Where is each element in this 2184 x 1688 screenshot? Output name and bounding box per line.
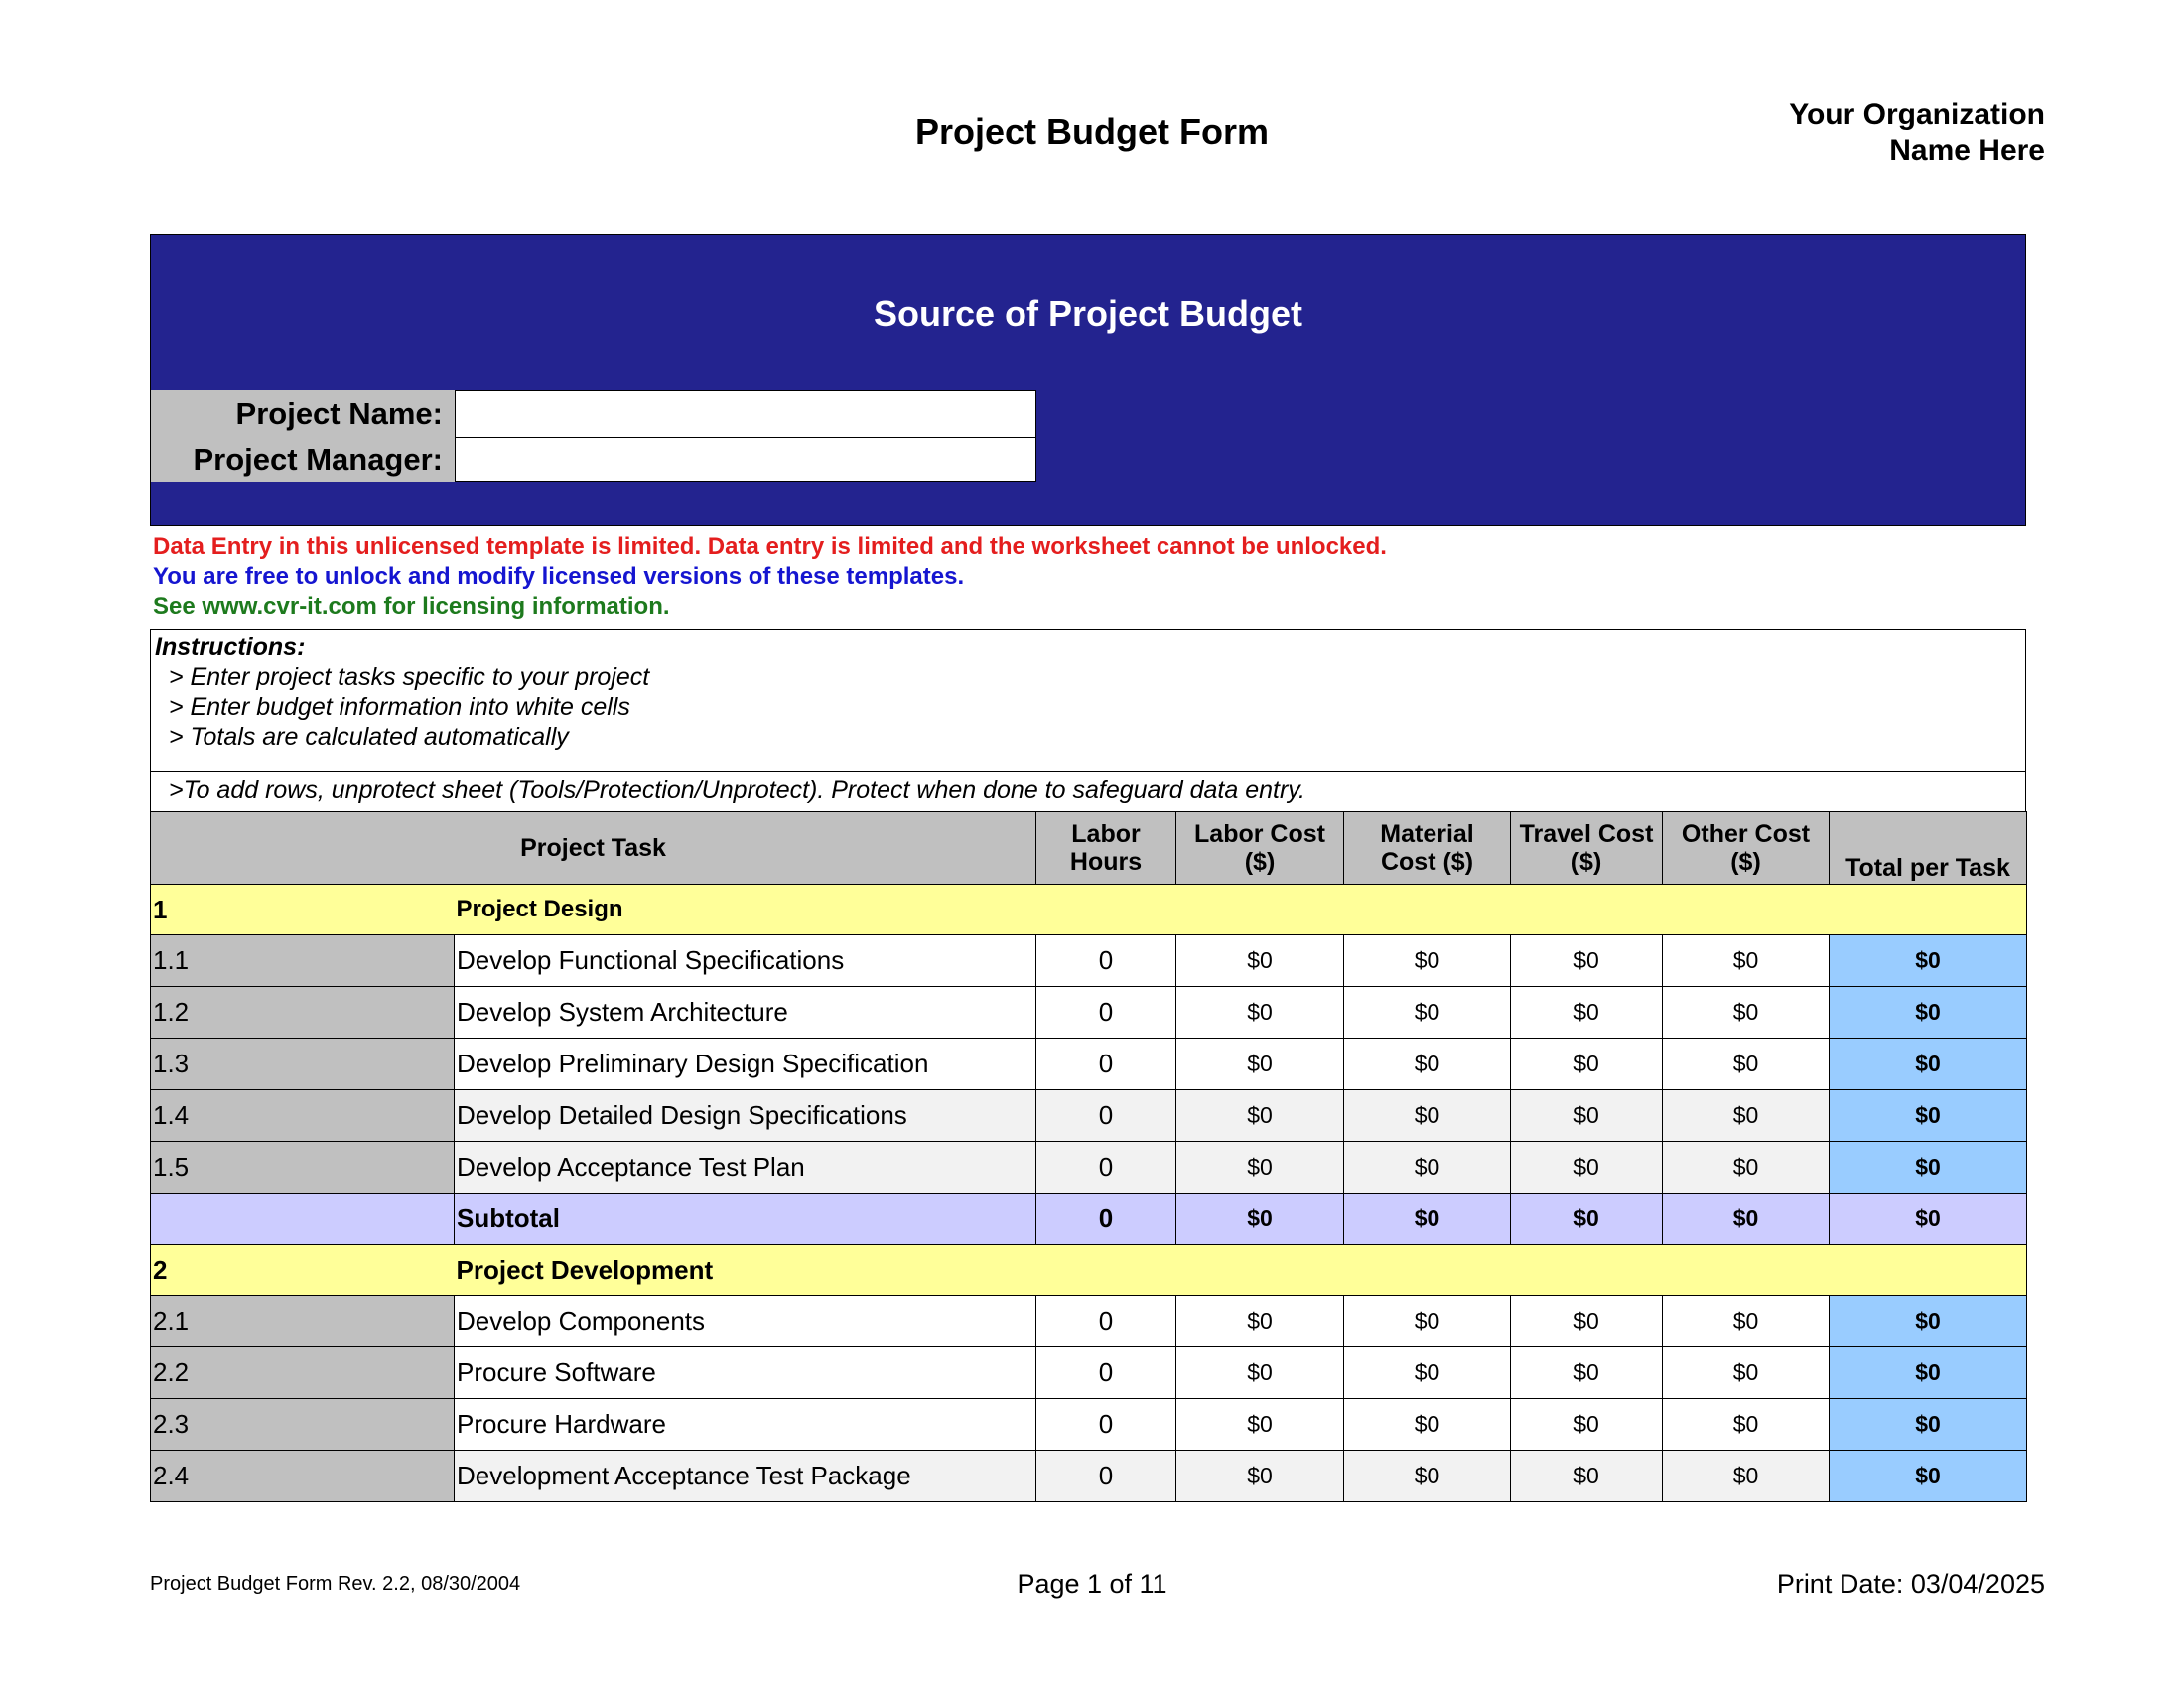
travel-cost-cell[interactable]: $0 [1511,1296,1663,1347]
project-name-label: Project Name: [151,390,455,438]
total-per-task-cell: $0 [1830,1090,2027,1142]
labor-hours-cell[interactable]: 0 [1036,1399,1176,1451]
table-row [151,1399,2027,1451]
material-cost-cell[interactable]: $0 [1344,1451,1511,1502]
labor-cost-cell: $0 [1176,1296,1344,1347]
table-row [151,1039,2027,1090]
table-row [151,1296,2027,1347]
column-header-project-task: Project Task [151,812,1036,885]
other-cost-cell[interactable]: $0 [1663,1039,1830,1090]
instruction-line: > Enter budget information into white cells [169,693,630,721]
material-cost-cell[interactable]: $0 [1344,1296,1511,1347]
banner-title: Source of Project Budget [873,293,1303,334]
instructions-box [150,629,2026,772]
labor-cost-cell: $0 [1176,1039,1344,1090]
travel-cost-cell[interactable]: $0 [1511,1451,1663,1502]
labor-hours-cell[interactable]: 0 [1036,935,1176,987]
travel-cost-cell[interactable]: $0 [1511,987,1663,1039]
task-number: 1.4 [151,1090,455,1142]
travel-cost-cell[interactable]: $0 [1511,1399,1663,1451]
material-cost-cell[interactable]: $0 [1344,1347,1511,1399]
material-cost-cell[interactable]: $0 [1344,1039,1511,1090]
subtotal-total: $0 [1830,1194,2027,1245]
travel-cost-cell[interactable]: $0 [1511,1090,1663,1142]
instruction-line: > Totals are calculated automatically [169,723,569,751]
task-number: 1.5 [151,1142,455,1194]
subtotal-label: Subtotal [455,1194,1036,1245]
task-number: 1.3 [151,1039,455,1090]
subtotal-material-cost: $0 [1344,1194,1511,1245]
subtotal-labor-cost: $0 [1176,1194,1344,1245]
project-name-row [151,390,1036,438]
other-cost-cell[interactable]: $0 [1663,1399,1830,1451]
task-number: 1.1 [151,935,455,987]
table-row [151,1142,2027,1194]
subtotal-labor-hours: 0 [1036,1194,1176,1245]
subtotal-travel-cost: $0 [1511,1194,1663,1245]
column-header-travel-cost: Travel Cost ($) [1511,812,1663,885]
total-per-task-cell: $0 [1830,1347,2027,1399]
license-notice-limited: Data Entry in this unlicensed template is limited. Data entry is limited and the worksheet cannot be unlocked. [153,533,1387,560]
table-row [151,987,2027,1039]
column-header-total-per-task: Total per Task [1830,812,2027,885]
material-cost-cell[interactable]: $0 [1344,1399,1511,1451]
total-per-task-cell: $0 [1830,1296,2027,1347]
total-per-task-cell: $0 [1830,1399,2027,1451]
labor-cost-cell: $0 [1176,1142,1344,1194]
column-header-labor-cost: Labor Cost ($) [1176,812,1344,885]
project-manager-row [151,438,1036,482]
travel-cost-cell[interactable]: $0 [1511,935,1663,987]
total-per-task-cell: $0 [1830,987,2027,1039]
task-name-cell[interactable]: Procure Software [455,1347,1036,1399]
license-notice-info: See www.cvr-it.com for licensing information. [153,593,670,620]
subtotal-other-cost: $0 [1663,1194,1830,1245]
other-cost-cell[interactable]: $0 [1663,1347,1830,1399]
material-cost-cell[interactable]: $0 [1344,935,1511,987]
column-header-labor-hours: Labor Hours [1036,812,1176,885]
table-row [151,1090,2027,1142]
license-notice-unlock: You are free to unlock and modify licensed versions of these templates. [153,563,965,590]
add-rows-instruction: >To add rows, unprotect sheet (Tools/Protection/Unprotect). Protect when done to safeguard data entry. [150,771,2026,812]
labor-hours-cell[interactable]: 0 [1036,987,1176,1039]
labor-cost-cell: $0 [1176,1090,1344,1142]
labor-hours-cell[interactable]: 0 [1036,1347,1176,1399]
section-number: 2 [151,1245,455,1296]
budget-source-banner [150,234,2026,526]
instruction-line: > Enter project tasks specific to your project [169,663,650,691]
other-cost-cell[interactable]: $0 [1663,987,1830,1039]
section-row-project-design [151,885,2027,935]
material-cost-cell[interactable]: $0 [1344,1142,1511,1194]
table-row [151,1451,2027,1502]
project-manager-label: Project Manager: [151,438,455,482]
section-number: 1 [151,885,455,935]
other-cost-cell[interactable]: $0 [1663,1296,1830,1347]
other-cost-cell[interactable]: $0 [1663,1142,1830,1194]
task-number: 2.2 [151,1347,455,1399]
task-name-cell[interactable]: Develop Acceptance Test Plan [455,1142,1036,1194]
other-cost-cell[interactable]: $0 [1663,935,1830,987]
page-title: Project Budget Form [914,111,1270,152]
table-header-row [151,812,2027,885]
other-cost-cell[interactable]: $0 [1663,1451,1830,1502]
subtotal-row [151,1194,2027,1245]
labor-hours-cell[interactable]: 0 [1036,1039,1176,1090]
labor-cost-cell: $0 [1176,1347,1344,1399]
task-name-cell[interactable]: Develop Functional Specifications [455,935,1036,987]
labor-cost-cell: $0 [1176,1399,1344,1451]
task-name-cell[interactable]: Procure Hardware [455,1399,1036,1451]
total-per-task-cell: $0 [1830,1142,2027,1194]
travel-cost-cell[interactable]: $0 [1511,1347,1663,1399]
total-per-task-cell: $0 [1830,935,2027,987]
task-name-cell[interactable]: Develop System Architecture [455,987,1036,1039]
total-per-task-cell: $0 [1830,1039,2027,1090]
labor-hours-cell[interactable]: 0 [1036,1090,1176,1142]
task-number: 2.1 [151,1296,455,1347]
section-name: Project Development [455,1245,2027,1296]
organization-name [1549,97,2045,169]
total-per-task-cell: $0 [1830,1451,2027,1502]
other-cost-cell[interactable]: $0 [1663,1090,1830,1142]
section-name: Project Design [455,885,2027,935]
org-name-line-2: Name Here [1889,134,2045,167]
material-cost-cell[interactable]: $0 [1344,987,1511,1039]
column-header-material-cost: Material Cost ($) [1344,812,1511,885]
page-number: Page 1 of 11 [1017,1569,1167,1599]
task-number: 2.4 [151,1451,455,1502]
labor-hours-cell[interactable]: 0 [1036,1142,1176,1194]
form-revision: Project Budget Form Rev. 2.2, 08/30/2004 [150,1573,521,1595]
table-row [151,935,2027,987]
labor-hours-cell[interactable]: 0 [1036,1296,1176,1347]
labor-cost-cell: $0 [1176,987,1344,1039]
instructions-heading: Instructions: [155,633,306,661]
project-manager-input[interactable] [455,438,1036,482]
subtotal-blank [151,1194,455,1245]
column-header-other-cost: Other Cost ($) [1663,812,1830,885]
project-name-input[interactable] [455,390,1036,438]
labor-hours-cell[interactable]: 0 [1036,1451,1176,1502]
task-number: 1.2 [151,987,455,1039]
travel-cost-cell[interactable]: $0 [1511,1142,1663,1194]
task-name-cell[interactable]: Develop Preliminary Design Specification [455,1039,1036,1090]
org-name-line-1: Your Organization [1789,98,2045,131]
task-name-cell[interactable]: Development Acceptance Test Package [455,1451,1036,1502]
print-date: Print Date: 03/04/2025 [1776,1569,2045,1599]
labor-cost-cell: $0 [1176,1451,1344,1502]
task-name-cell[interactable]: Develop Components [455,1296,1036,1347]
budget-table [150,811,2027,1502]
task-number: 2.3 [151,1399,455,1451]
material-cost-cell[interactable]: $0 [1344,1090,1511,1142]
table-row [151,1347,2027,1399]
travel-cost-cell[interactable]: $0 [1511,1039,1663,1090]
labor-cost-cell: $0 [1176,935,1344,987]
section-row-project-development [151,1245,2027,1296]
task-name-cell[interactable]: Develop Detailed Design Specifications [455,1090,1036,1142]
